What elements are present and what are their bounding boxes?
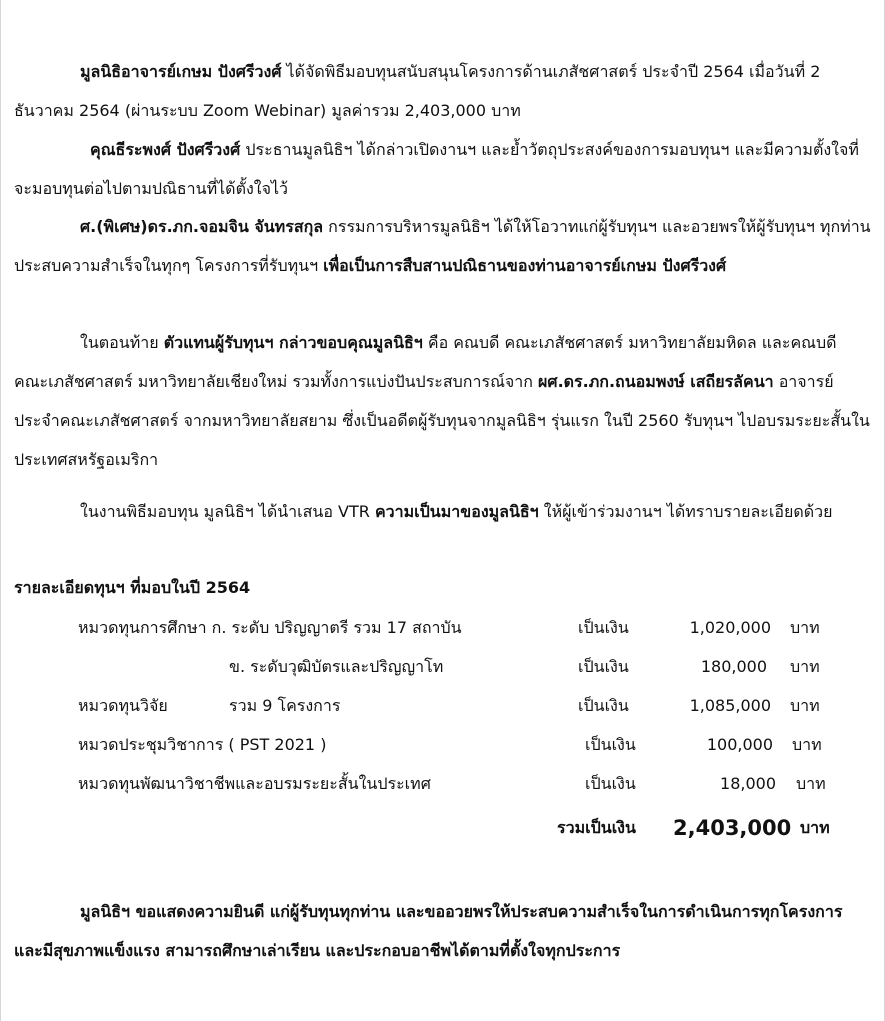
page-left-border xyxy=(0,0,1,1021)
paragraph-chairman-text: ประธานมูลนิธิฯ ได้กล่าวเปิดงานฯ และย้ำวัตถุประสงค์ของการมอบทุนฯ และมีความตั้งใจที่จะมอบทุนต่อไปตามปณิธานที่ได้ตั้งใจไว้ xyxy=(14,140,859,198)
grant-unit: บาท xyxy=(790,696,820,715)
paragraph-vtr-text: ให้ผู้เข้าร่วมงานฯ ได้ทราบรายละเอียดด้วย xyxy=(538,502,833,521)
grant-total-row xyxy=(0,813,885,843)
paragraph-vtr xyxy=(14,492,874,531)
paragraph-board-member xyxy=(14,207,874,285)
total-label: รวมเป็นเงิน xyxy=(557,818,636,837)
grant-unit: บาท xyxy=(792,735,822,754)
grant-row xyxy=(0,691,885,721)
total-amount: 2,403,000 xyxy=(673,816,792,840)
paragraph-board-member-text: กรรมการบริหารมูลนิธิฯ ได้ให้โอวาทแก่ผู้รับทุนฯ และอวยพรให้ผู้รับทุนฯ ทุกท่านประสบความสำเร็จในทุกๆ โครงการที่รับทุนฯ xyxy=(14,217,871,275)
grant-amount: 18,000 xyxy=(720,774,776,793)
grant-amount: 180,000 xyxy=(700,657,767,676)
paragraph-thanks xyxy=(14,323,874,479)
vtr-title: ความเป็นมาของมูลนิธิฯ xyxy=(374,502,539,521)
paragraph-thanks-tail: อาจารย์ประจำคณะเภสัชศาสตร์ จากมหาวิทยาลัยสยาม ซึ่งเป็นอดีตผู้รับทุนจากมูลนิธิฯ รุ่นแรก ในปี 2560 รับทุนฯ ไปอบรมระยะสั้นในประเทศสหรัฐอเมริกา xyxy=(14,372,870,469)
grant-amount: 1,020,000 xyxy=(689,618,771,637)
grant-category: หมวดทุนวิจัย xyxy=(78,696,168,715)
speaker-name: ผศ.ดร.ภก.ถนอมพงษ์ เสถียรลัคนา xyxy=(538,372,774,391)
grant-amount-label: เป็นเงิน xyxy=(578,657,629,676)
grant-unit: บาท xyxy=(790,618,820,637)
paragraph-thanks-text: คือ คณบดี คณะเภสัชศาสตร์ มหาวิทยาลัยมหิดล และคณบดี คณะเภสัชศาสตร์ มหาวิทยาลัยเชียงใหม่ รวมทั้งการแบ่งปันประสบการณ์จาก xyxy=(14,333,837,391)
paragraph-ceremony-text: ได้จัดพิธีมอบทุนสนับสนุนโครงการด้านเภสัชศาสตร์ ประจำปี 2564 เมื่อวันที่ 2 ธันวาคม 2564 (ผ่านระบบ Zoom Webinar) มูลค่ารวม 2,403,000 บาท xyxy=(14,62,821,120)
grant-unit: บาท xyxy=(790,657,820,676)
total-unit: บาท xyxy=(800,818,830,837)
grant-category: หมวดทุนการศึกษา ก. ระดับ ปริญญาตรี รวม 17 สถาบัน xyxy=(78,618,462,637)
grant-unit: บาท xyxy=(796,774,826,793)
grant-row xyxy=(0,652,885,682)
paragraph-chairman xyxy=(14,130,874,208)
paragraph-ceremony xyxy=(14,52,874,130)
grant-category: ข. ระดับวุฒิบัตรและปริญญาโท xyxy=(229,657,444,676)
chairman-name: คุณธีระพงศ์ ปังศรีวงศ์ xyxy=(90,140,241,159)
paragraph-thanks-intro: ในตอนท้าย xyxy=(80,333,164,352)
grant-detail: รวม 9 โครงการ xyxy=(229,696,341,715)
grant-amount-label: เป็นเงิน xyxy=(585,774,636,793)
legacy-statement: เพื่อเป็นการสืบสานปณิธานของท่านอาจารย์เกษม ปังศรีวงศ์ xyxy=(323,256,727,275)
grant-amount-label: เป็นเงิน xyxy=(585,735,636,754)
board-member-name: ศ.(พิเศษ)ดร.ภก.จอมจิน จันทรสกุล xyxy=(80,217,324,236)
grant-amount: 100,000 xyxy=(706,735,773,754)
grant-amount: 1,085,000 xyxy=(689,696,771,715)
grant-row xyxy=(0,769,885,799)
grant-row xyxy=(0,613,885,643)
grant-row xyxy=(0,730,885,760)
recipient-representative: ตัวแทนผู้รับทุนฯ กล่าวขอบคุณมูลนิธิฯ xyxy=(163,333,423,352)
foundation-name: มูลนิธิอาจารย์เกษม ปังศรีวงศ์ xyxy=(80,62,282,81)
grant-amount-label: เป็นเงิน xyxy=(578,618,629,637)
paragraph-vtr-intro: ในงานพิธีมอบทุน มูลนิธิฯ ได้นำเสนอ VTR xyxy=(80,502,375,521)
grant-category: หมวดทุนพัฒนาวิชาชีพและอบรมระยะสั้นในประเทศ xyxy=(78,774,431,793)
grant-details-title: รายละเอียดทุนฯ ที่มอบในปี 2564 xyxy=(14,578,251,597)
paragraph-closing xyxy=(14,892,874,970)
closing-text: มูลนิธิฯ ขอแสดงความยินดี แก่ผู้รับทุนทุกท่าน และขออวยพรให้ประสบความสำเร็จในการดำเนินการทุกโครงการ และมีสุขภาพแข็งแรง สามารถศึกษาเล่าเรียน และประกอบอาชีพได้ตามที่ตั้งใจทุกประการ xyxy=(14,902,843,960)
grant-category: หมวดประชุมวิชาการ ( PST 2021 ) xyxy=(78,735,327,754)
grant-amount-label: เป็นเงิน xyxy=(578,696,629,715)
